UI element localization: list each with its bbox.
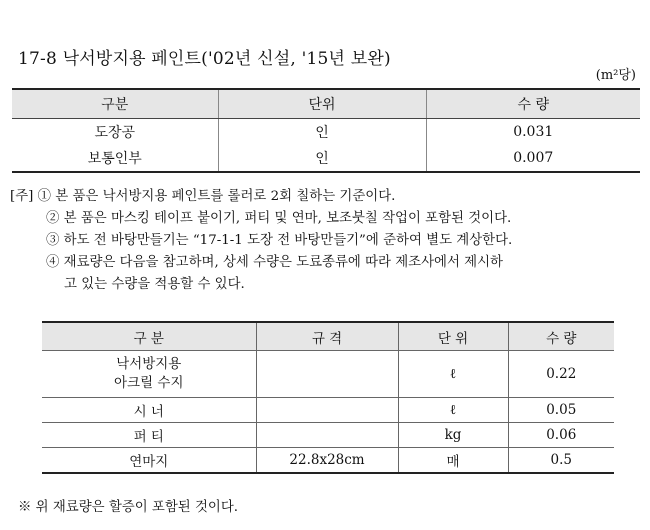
row-quantity: 0.007 [426, 145, 640, 172]
row-quantity: 0.05 [508, 398, 614, 423]
table-row [42, 398, 614, 423]
row-spec [256, 423, 398, 448]
material-table-header [42, 322, 614, 351]
row-unit: 인 [218, 145, 426, 172]
row-unit: 매 [398, 448, 508, 474]
labor-table [12, 88, 640, 173]
note-item-2: ② 본 품은 마스킹 테이프 붙이기, 퍼티 및 연마, 보조붓칠 작업이 포함된 것이다. [46, 211, 512, 226]
row-item: 연마지 [42, 448, 256, 474]
row-quantity: 0.06 [508, 423, 614, 448]
row-item: 보통인부 [12, 145, 218, 172]
table-row [42, 351, 614, 398]
row-spec: 22.8x28cm [256, 448, 398, 474]
labor-table-header [12, 89, 640, 119]
footnote: ※ 위 재료량은 할증이 포함된 것이다. [18, 500, 239, 515]
row-unit: ℓ [398, 351, 508, 398]
note-item-1 [10, 186, 642, 208]
table-row [12, 119, 640, 146]
material-table [42, 321, 614, 474]
note-item-4-continuation: 고 있는 수량을 적용할 수 있다. [64, 277, 245, 292]
row-quantity: 0.031 [426, 119, 640, 146]
row-spec [256, 398, 398, 423]
row-quantity: 0.22 [508, 351, 614, 398]
row-quantity: 0.5 [508, 448, 614, 474]
row-unit: ℓ [398, 398, 508, 423]
notes-prefix: [주] [10, 189, 34, 204]
row-unit: 인 [218, 119, 426, 146]
row-item-line: 낙서방지용 [116, 356, 182, 372]
row-item [42, 351, 256, 398]
note-item-4: ④ 재료량은 다음을 참고하며, 상세 수량은 도료종류에 따라 제조사에서 제시하 [46, 255, 503, 270]
unit-label: (m²당) [595, 68, 636, 83]
row-item-line: 아크릴 수지 [114, 375, 184, 391]
header-category: 구분 [12, 89, 218, 119]
row-item: 시 너 [42, 398, 256, 423]
note-text: ① 본 품은 낙서방지용 페인트를 롤러로 2회 칠하는 기준이다. [37, 189, 396, 204]
row-unit: kg [398, 423, 508, 448]
section-title: 17-8 낙서방지용 페인트('02년 신설, '15년 보완) [18, 49, 391, 69]
header-unit: 단위 [218, 89, 426, 119]
header-unit: 단 위 [398, 322, 508, 351]
table-row [12, 145, 640, 172]
table-row [42, 448, 614, 474]
header-quantity: 수 량 [508, 322, 614, 351]
notes [10, 186, 642, 296]
row-item: 퍼 티 [42, 423, 256, 448]
header-category: 구 분 [42, 322, 256, 351]
header-spec: 규 격 [256, 322, 398, 351]
note-item-3: ③ 하도 전 바탕만들기는 “17-1-1 도장 전 바탕만들기”에 준하여 별도 계상한다. [46, 233, 513, 248]
header-quantity: 수 량 [426, 89, 640, 119]
row-item: 도장공 [94, 125, 136, 141]
table-row [42, 423, 614, 448]
row-spec [256, 351, 398, 398]
